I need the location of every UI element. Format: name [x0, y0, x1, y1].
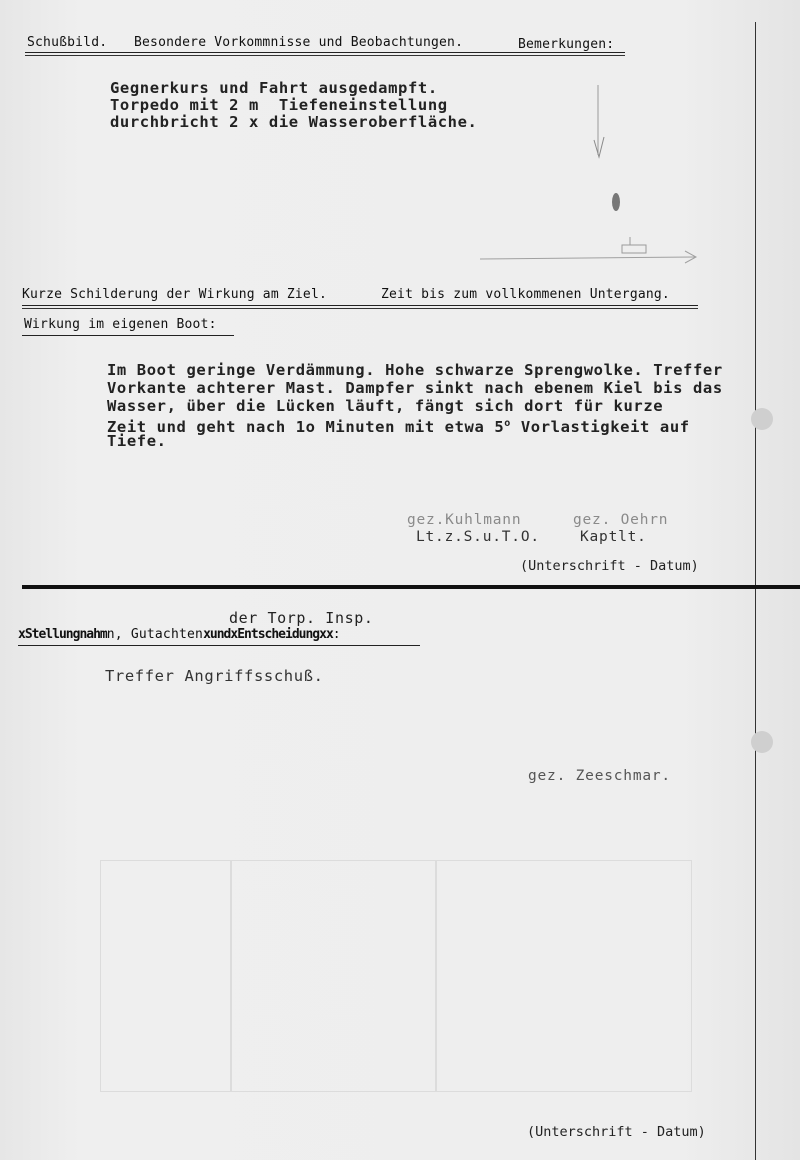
- header-underline-3: [22, 335, 234, 336]
- section1-line-3: durchbricht 2 x die Wasseroberfläche.: [110, 113, 478, 131]
- signature-oehrn: gez. Oehrn: [573, 512, 669, 528]
- bleed-through-line: [230, 860, 232, 1092]
- header-underline-2b: [22, 308, 698, 309]
- punch-hole-1: [751, 408, 773, 430]
- rank-oehrn: Kaptlt.: [580, 529, 647, 545]
- rank-kuhlmann: Lt.z.S.u.T.O.: [416, 529, 540, 545]
- section2-line-5: Tiefe.: [107, 432, 167, 450]
- section2-line-2: Vorkante achterer Mast. Dampfer sinkt nach ebenem Kiel bis das: [107, 379, 723, 397]
- header-underline-2: [22, 305, 698, 306]
- section1-line-1: Gegnerkurs und Fahrt ausgedampft.: [110, 79, 438, 97]
- header-underline-4: [18, 645, 420, 646]
- section1-line-2: Torpedo mit 2 m Tiefeneinstellung: [110, 96, 448, 114]
- header-untergang: Zeit bis zum vollkommenen Untergang.: [381, 287, 670, 302]
- header-underline-1: [25, 52, 625, 53]
- degree-mark: o: [504, 418, 511, 429]
- signature-zeeschmar: gez. Zeeschmar.: [528, 768, 671, 784]
- header-vorkommnisse: Besondere Vorkommnisse und Beobachtungen.: [134, 35, 464, 50]
- signature-kuhlmann: gez.Kuhlmann: [407, 512, 522, 528]
- header-gutachten: xStellungnahmn, GutachtenxundxEntscheidungxx:: [18, 627, 341, 642]
- section3-text: Treffer Angriffsschuß.: [105, 667, 324, 685]
- header-wirkung-ziel: Kurze Schilderung der Wirkung am Ziel.: [22, 287, 328, 302]
- signature-caption-2: (Unterschrift - Datum): [527, 1124, 706, 1140]
- header-underline-1b: [25, 55, 625, 56]
- bleed-through-line: [435, 860, 437, 1092]
- torp-insp-line: der Torp. Insp.: [229, 609, 374, 627]
- section-divider: [22, 585, 800, 589]
- header-schussbild: Schußbild.: [27, 35, 108, 50]
- punch-hole-2: [751, 731, 773, 753]
- bleed-through-table: [100, 860, 692, 1092]
- section2-line-3: Wasser, über die Lücken läuft, fängt sich dort für kurze: [107, 397, 664, 415]
- header-bemerkungen: Bemerkungen:: [518, 37, 615, 52]
- signature-caption-1: (Unterschrift - Datum): [520, 558, 699, 574]
- torpedo-sketch: [470, 75, 710, 275]
- header-wirkung-boot: Wirkung im eigenen Boot:: [24, 317, 217, 332]
- margin-line: [755, 22, 756, 1160]
- section2-line-4: Zeit und geht nach 1o Minuten mit etwa 5$^o$ Vorlastigkeit auf: [107, 418, 690, 437]
- section2-line-1: Im Boot geringe Verdämmung. Hohe schwarze Sprengwolke. Treffer: [107, 361, 723, 379]
